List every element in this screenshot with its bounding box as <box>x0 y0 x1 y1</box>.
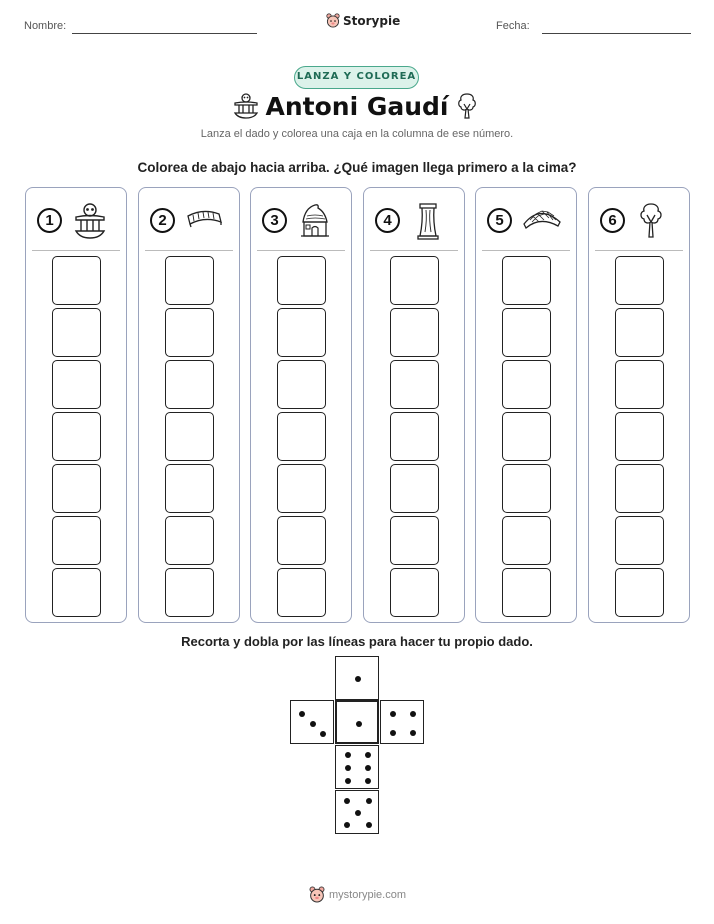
die-face-6 <box>335 745 379 789</box>
column-number: 2 <box>150 208 175 233</box>
color-box[interactable] <box>277 360 326 409</box>
column-number: 1 <box>37 208 62 233</box>
color-box[interactable] <box>277 308 326 357</box>
die-pip <box>365 765 371 771</box>
column-number: 6 <box>600 208 625 233</box>
color-box[interactable] <box>502 360 551 409</box>
column-pillar-icon <box>410 202 450 247</box>
color-box[interactable] <box>52 308 101 357</box>
color-box[interactable] <box>52 464 101 513</box>
color-box[interactable] <box>615 256 664 305</box>
storypie-mascot-icon <box>309 886 325 903</box>
dragon-roof-icon <box>522 202 562 247</box>
name-label: Nombre: <box>24 20 67 32</box>
color-box[interactable] <box>502 256 551 305</box>
column-divider <box>257 250 345 251</box>
tree-icon <box>456 92 478 120</box>
color-box[interactable] <box>390 464 439 513</box>
color-box[interactable] <box>52 360 101 409</box>
column-divider <box>32 250 120 251</box>
column-header <box>147 202 233 246</box>
die-pip <box>320 731 326 737</box>
column-header <box>372 202 458 246</box>
color-box[interactable] <box>615 308 664 357</box>
column-6 <box>588 187 690 623</box>
color-box[interactable] <box>615 568 664 617</box>
color-box[interactable] <box>52 256 101 305</box>
column-divider <box>482 250 570 251</box>
column-header <box>597 202 683 246</box>
die-pip <box>355 676 361 682</box>
color-box[interactable] <box>277 412 326 461</box>
color-box[interactable] <box>165 308 214 357</box>
color-box[interactable] <box>390 516 439 565</box>
footer-url[interactable]: mystorypie.com <box>329 888 407 901</box>
color-box[interactable] <box>390 568 439 617</box>
column-number: 4 <box>375 208 400 233</box>
color-box[interactable] <box>52 412 101 461</box>
column-number: 3 <box>262 208 287 233</box>
column-4 <box>363 187 465 623</box>
column-header <box>484 202 570 246</box>
color-box[interactable] <box>502 568 551 617</box>
die-pip <box>365 778 371 784</box>
color-box[interactable] <box>277 568 326 617</box>
die-pip <box>310 721 316 727</box>
storypie-mascot-icon <box>326 13 340 28</box>
color-box[interactable] <box>52 568 101 617</box>
color-box[interactable] <box>165 412 214 461</box>
bench-icon <box>185 202 225 247</box>
tree-icon <box>635 202 675 247</box>
column-1 <box>25 187 127 623</box>
column-header <box>259 202 345 246</box>
die-pip <box>366 822 372 828</box>
die-pip <box>410 730 416 736</box>
die-face-1 <box>335 700 379 744</box>
die-pip <box>410 711 416 717</box>
color-box[interactable] <box>502 308 551 357</box>
color-box[interactable] <box>165 360 214 409</box>
die-instruction: Recorta y dobla por las líneas para hacer tu propio dado. <box>181 634 533 649</box>
color-box[interactable] <box>615 360 664 409</box>
die-pip <box>345 778 351 784</box>
color-box[interactable] <box>615 412 664 461</box>
die-pip <box>390 730 396 736</box>
color-box[interactable] <box>615 516 664 565</box>
color-box[interactable] <box>277 516 326 565</box>
name-line[interactable] <box>72 33 257 34</box>
die-face-3 <box>290 700 334 744</box>
color-box[interactable] <box>502 412 551 461</box>
column-divider <box>595 250 683 251</box>
footer <box>309 886 406 903</box>
color-box[interactable] <box>502 516 551 565</box>
die-pip <box>366 798 372 804</box>
column-number: 5 <box>487 208 512 233</box>
color-box[interactable] <box>502 464 551 513</box>
subtitle: Lanza el dado y colorea una caja en la columna de ese número. <box>200 128 514 140</box>
color-box[interactable] <box>52 516 101 565</box>
die-pip <box>344 798 350 804</box>
gingerbread-house-icon <box>297 202 337 247</box>
brand-name: Storypie <box>343 13 401 28</box>
color-box[interactable] <box>165 516 214 565</box>
color-box[interactable] <box>165 464 214 513</box>
color-box[interactable] <box>390 308 439 357</box>
column-divider <box>370 250 458 251</box>
color-box[interactable] <box>390 412 439 461</box>
balcony-skull-icon <box>72 202 112 247</box>
date-label: Fecha: <box>496 20 530 32</box>
die-pip <box>344 822 350 828</box>
die-face-4 <box>380 700 424 744</box>
column-3 <box>250 187 352 623</box>
date-line[interactable] <box>542 33 691 34</box>
die-face-5 <box>335 790 379 834</box>
color-box[interactable] <box>277 256 326 305</box>
color-box[interactable] <box>390 360 439 409</box>
activity-badge: LANZA Y COLOREA <box>294 66 419 89</box>
column-2 <box>138 187 240 623</box>
die-pip <box>356 721 362 727</box>
die-pip <box>345 765 351 771</box>
die-pip <box>390 711 396 717</box>
column-5 <box>475 187 577 623</box>
color-box[interactable] <box>165 568 214 617</box>
page-title: Antoni Gaudí <box>265 92 449 121</box>
color-box[interactable] <box>615 464 664 513</box>
die-pip <box>345 752 351 758</box>
color-box[interactable] <box>165 256 214 305</box>
coloring-instruction: Colorea de abajo hacia arriba. ¿Qué imagen llega primero a la cima? <box>137 160 577 175</box>
column-divider <box>145 250 233 251</box>
brand-logo <box>326 13 400 28</box>
die-pip <box>299 711 305 717</box>
die-pip <box>365 752 371 758</box>
color-box[interactable] <box>390 256 439 305</box>
die-pip <box>355 810 361 816</box>
die-face-1 <box>335 656 379 700</box>
column-header <box>34 202 120 246</box>
color-box[interactable] <box>277 464 326 513</box>
